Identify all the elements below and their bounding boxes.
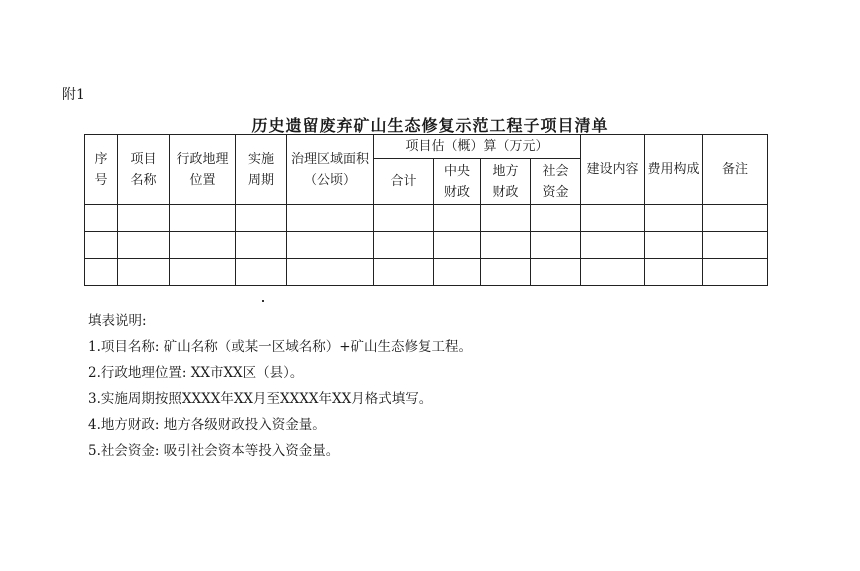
header-budget-group: 项目估（概）算（万元） [374, 135, 581, 159]
header-content: 建设内容 [581, 135, 645, 205]
table-row [85, 259, 768, 286]
header-budget-central: 中央 财政 [434, 159, 481, 205]
note-item: 4.地方财政: 地方各级财政投入资金量。 [88, 417, 326, 433]
header-budget-social: 社会 资金 [531, 159, 581, 205]
attachment-label: 附1 [62, 87, 85, 103]
notes-heading: 填表说明: [88, 313, 147, 329]
header-row-top [85, 135, 768, 159]
header-area: 治理区域面积 （公顷） [287, 135, 374, 205]
header-name: 项目 名称 [118, 135, 170, 205]
table-row [85, 205, 768, 232]
table-row [85, 232, 768, 259]
note-item: 2.行政地理位置: XX市XX区（县）。 [88, 365, 304, 381]
header-cost: 费用构成 [645, 135, 703, 205]
note-item: 1.项目名称: 矿山名称（或某一区域名称）+矿山生态修复工程。 [88, 339, 473, 355]
fill-instructions [88, 308, 472, 464]
header-budget-local: 地方 财政 [481, 159, 531, 205]
note-item: 5.社会资金: 吸引社会资本等投入资金量。 [88, 443, 340, 459]
note-item: 3.实施周期按照XXXX年XX月至XXXX年XX月格式填写。 [88, 391, 433, 407]
header-period: 实施 周期 [236, 135, 287, 205]
header-budget-total: 合计 [374, 159, 434, 205]
header-remark: 备注 [703, 135, 768, 205]
header-seq: 序 号 [85, 135, 118, 205]
page-title: 历史遗留废弃矿山生态修复示范工程子项目清单 [251, 116, 609, 135]
project-list-table [84, 134, 768, 286]
scan-speck [262, 300, 264, 302]
header-location: 行政地理 位置 [170, 135, 236, 205]
